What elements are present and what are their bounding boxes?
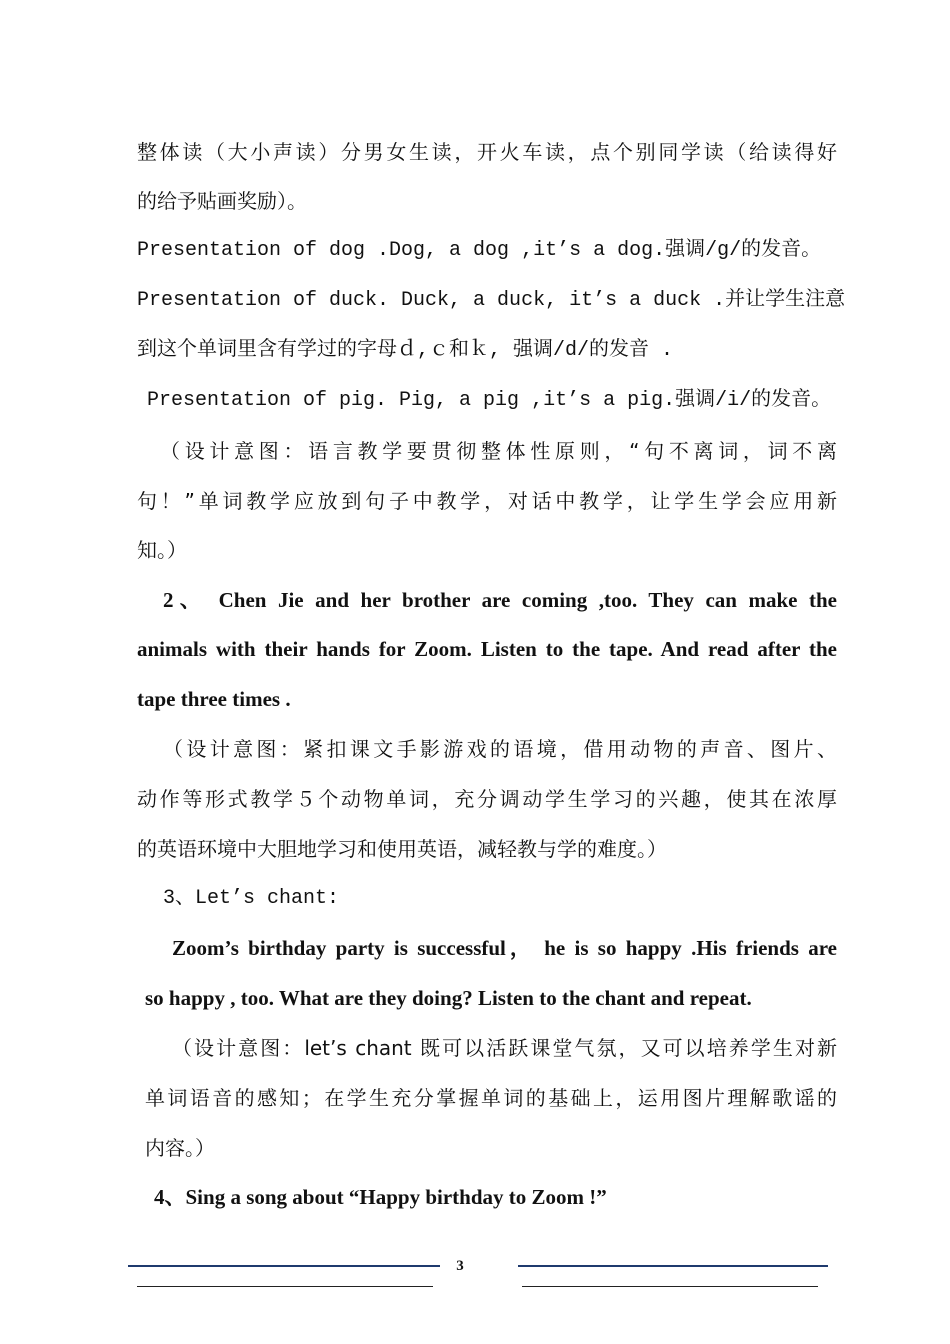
design-intent-line: 的英语环境中大胆地学习和使用英语，减轻教与学的难度。） xyxy=(137,837,667,861)
body-text-line: animals with their hands for Zoom. Listen to the tape. And read after the xyxy=(137,637,837,661)
page-number: 3 xyxy=(456,1258,464,1274)
design-intent-line: 知。） xyxy=(137,538,187,562)
footer-rule-left-bottom xyxy=(137,1286,433,1287)
body-text-line: so happy , too. What are they doing? Listen to the chant and repeat. xyxy=(145,986,752,1010)
body-text-line: Presentation of pig. Pig, a pig ,it’s a pig.强调/i/的发音。 xyxy=(147,389,832,412)
design-intent-line: 句！”单词教学应放到句子中教学，对话中教学，让学生学会应用新 xyxy=(137,489,837,513)
body-text-line: 4、Sing a song about “Happy birthday to Zoom !” xyxy=(154,1185,607,1209)
design-intent-line: 单词语音的感知；在学生充分掌握单词的基础上，运用图片理解歌谣的 xyxy=(145,1086,837,1110)
design-intent-line: （设计意图：紧扣课文手影游戏的语境，借用动物的声音、图片、 xyxy=(163,737,837,761)
body-text-line: Presentation of dog .Dog, a dog ,it’s a dog.强调/g/的发音。 xyxy=(137,239,822,262)
footer-rule-right-bottom xyxy=(522,1286,818,1287)
design-intent-line: 动作等形式教学５个动物单词，充分调动学生学习的兴趣，使其在浓厚 xyxy=(137,787,837,811)
footer-rule-left-top xyxy=(128,1265,440,1267)
design-intent-line: 内容。） xyxy=(145,1136,215,1160)
body-text-line: 整体读（大小声读）分男女生读，开火车读，点个别同学读（给读得好 xyxy=(137,140,837,164)
design-intent-line: （设计意图：语言教学要贯彻整体性原则，“句不离词，词不离 xyxy=(160,439,837,463)
body-text-line: tape three times . xyxy=(137,687,291,711)
footer-rule-right-top xyxy=(518,1265,828,1267)
body-text-line: Zoom’s birthday party is successful， he is so happy .His friends are xyxy=(172,936,837,960)
body-text-line: 2、 Chen Jie and her brother are coming ,too. They can make the xyxy=(163,588,837,612)
body-text-line: 的给予贴画奖励）。 xyxy=(137,189,307,213)
body-text-line: Presentation of duck. Duck, a duck, it’s a duck .并让学生注意 xyxy=(137,289,846,312)
body-text-line: 3、Let’s chant: xyxy=(163,887,340,910)
body-text-line: 到这个单词里含有学过的字母ｄ,ｃ和ｋ, 强调/d/的发音 . xyxy=(137,339,674,362)
design-intent-line: （设计意图：let’s chant 既可以活跃课堂气氛，又可以培养学生对新 xyxy=(172,1036,837,1060)
